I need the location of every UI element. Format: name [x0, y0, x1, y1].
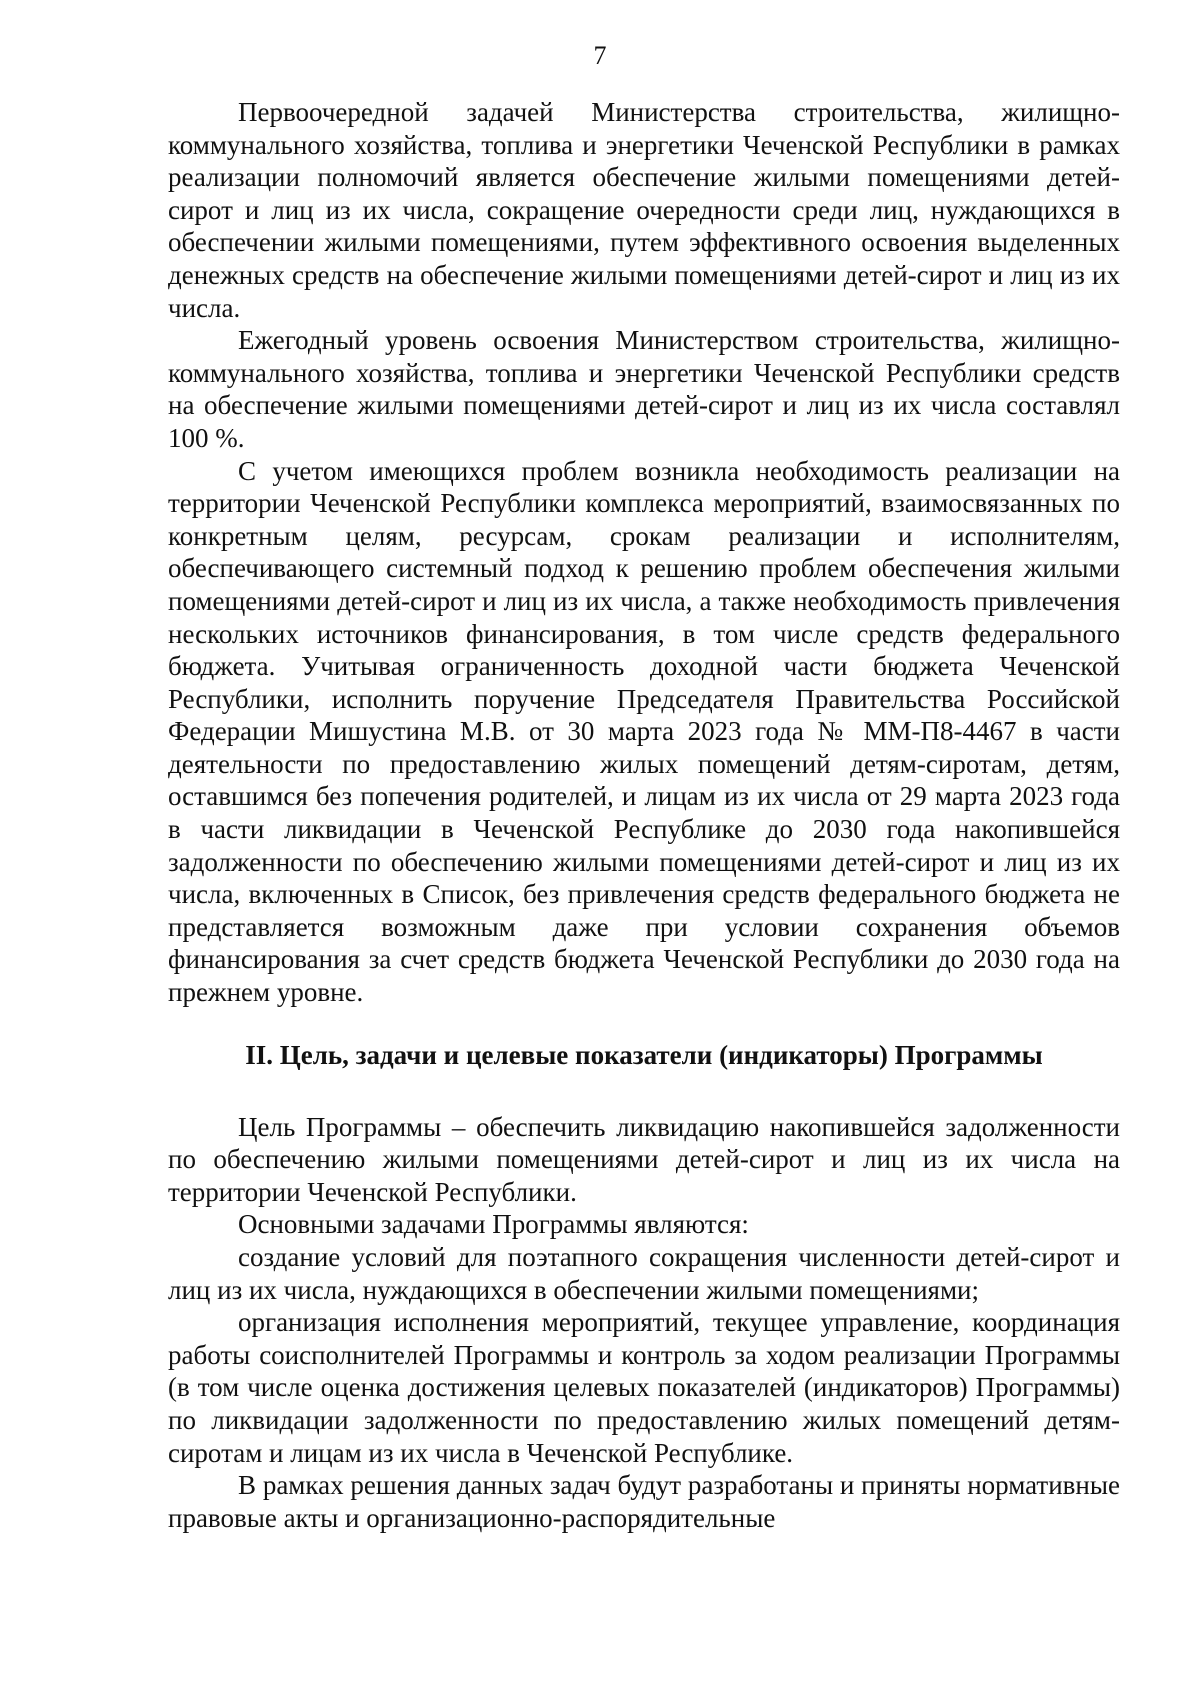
paragraph-task-conditions: создание условий для поэтапного сокращения численности детей-сирот и лиц из их числа, нуждающихся в обеспечении жилыми помещениями; — [168, 1242, 1120, 1305]
paragraph-problems: С учетом имеющихся проблем возникла необходимость реализации на территории Чеченской Республики комплекса мероприятий, взаимосвязанных по конкретным целям, ресурсам, срокам реализации и исполнителям, обеспечивающего системный подход к решению проблем обеспечения жилыми помещениями детей-сирот и лиц из их числа, а также необходимость привлечения нескольких источников финансирования, в том числе средств федерального бюджета. Учитывая ограниченность доходной части бюджета Чеченской Республики, исполнить поручение Председателя Правительства Российской Федерации Мишустина М.В. от 30 марта 2023 года № ММ-П8-4467 в части деятельности по предоставлению жилых помещений детям-сиротам, детям, оставшимся без попечения родителей, и лицам из их числа от 29 марта 2023 года в части ликвидации в Чеченской Республике до 2030 года накопившейся задолженности по обеспечению жилыми помещениями детей-сирот и лиц из их числа, включенных в Список, без привлечения средств федерального бюджета не представляется возможным даже при условии сохранения объемов финансирования за счет средств бюджета Чеченской Республики до 2030 года на прежнем уровне. — [168, 455, 1120, 1008]
document-body — [168, 96, 1120, 1534]
paragraph-normative-acts: В рамках решения данных задач будут разработаны и приняты нормативные правовые акты и организационно-распорядительные — [168, 1470, 1120, 1533]
paragraph-task-organization: организация исполнения мероприятий, текущее управление, координация работы соисполнителей Программы и контроль за ходом реализации Программы (в том числе оценка достижения целевых показателей (индикаторов) Программы) по ликвидации задолженности по предоставлению жилых помещений детям-сиротам и лицам из их числа в Чеченской Республике. — [168, 1307, 1120, 1468]
paragraph-priority-task: Первоочередной задачей Министерства строительства, жилищно-коммунального хозяйства, топлива и энергетики Чеченской Республики в рамках реализации полномочий является обеспечение жилыми помещениями детей-сирот и лиц из их числа, сокращение очередности среди лиц, нуждающихся в обеспечении жилыми помещениями, путем эффективного освоения выделенных денежных средств на обеспечение жилыми помещениями детей-сирот и лиц из их числа. — [168, 97, 1120, 323]
page-number: 7 — [593, 41, 607, 70]
paragraph-program-goal: Цель Программы – обеспечить ликвидацию накопившейся задолженности по обеспечению жилыми помещениями детей-сирот и лиц из их числа на территории Чеченской Республики. — [168, 1111, 1120, 1207]
section-heading: II. Цель, задачи и целевые показатели (индикаторы) Программы — [245, 1039, 1043, 1070]
paragraph-annual-level: Ежегодный уровень освоения Министерством строительства, жилищно-коммунального хозяйства, топлива и энергетики Чеченской Республики средств на обеспечение жилыми помещениями детей-сирот и лиц из их числа составлял 100 %. — [168, 325, 1120, 453]
spacer — [168, 1071, 1120, 1111]
spacer — [168, 1009, 1120, 1039]
paragraph-main-tasks-intro: Основными задачами Программы являются: — [238, 1209, 749, 1240]
